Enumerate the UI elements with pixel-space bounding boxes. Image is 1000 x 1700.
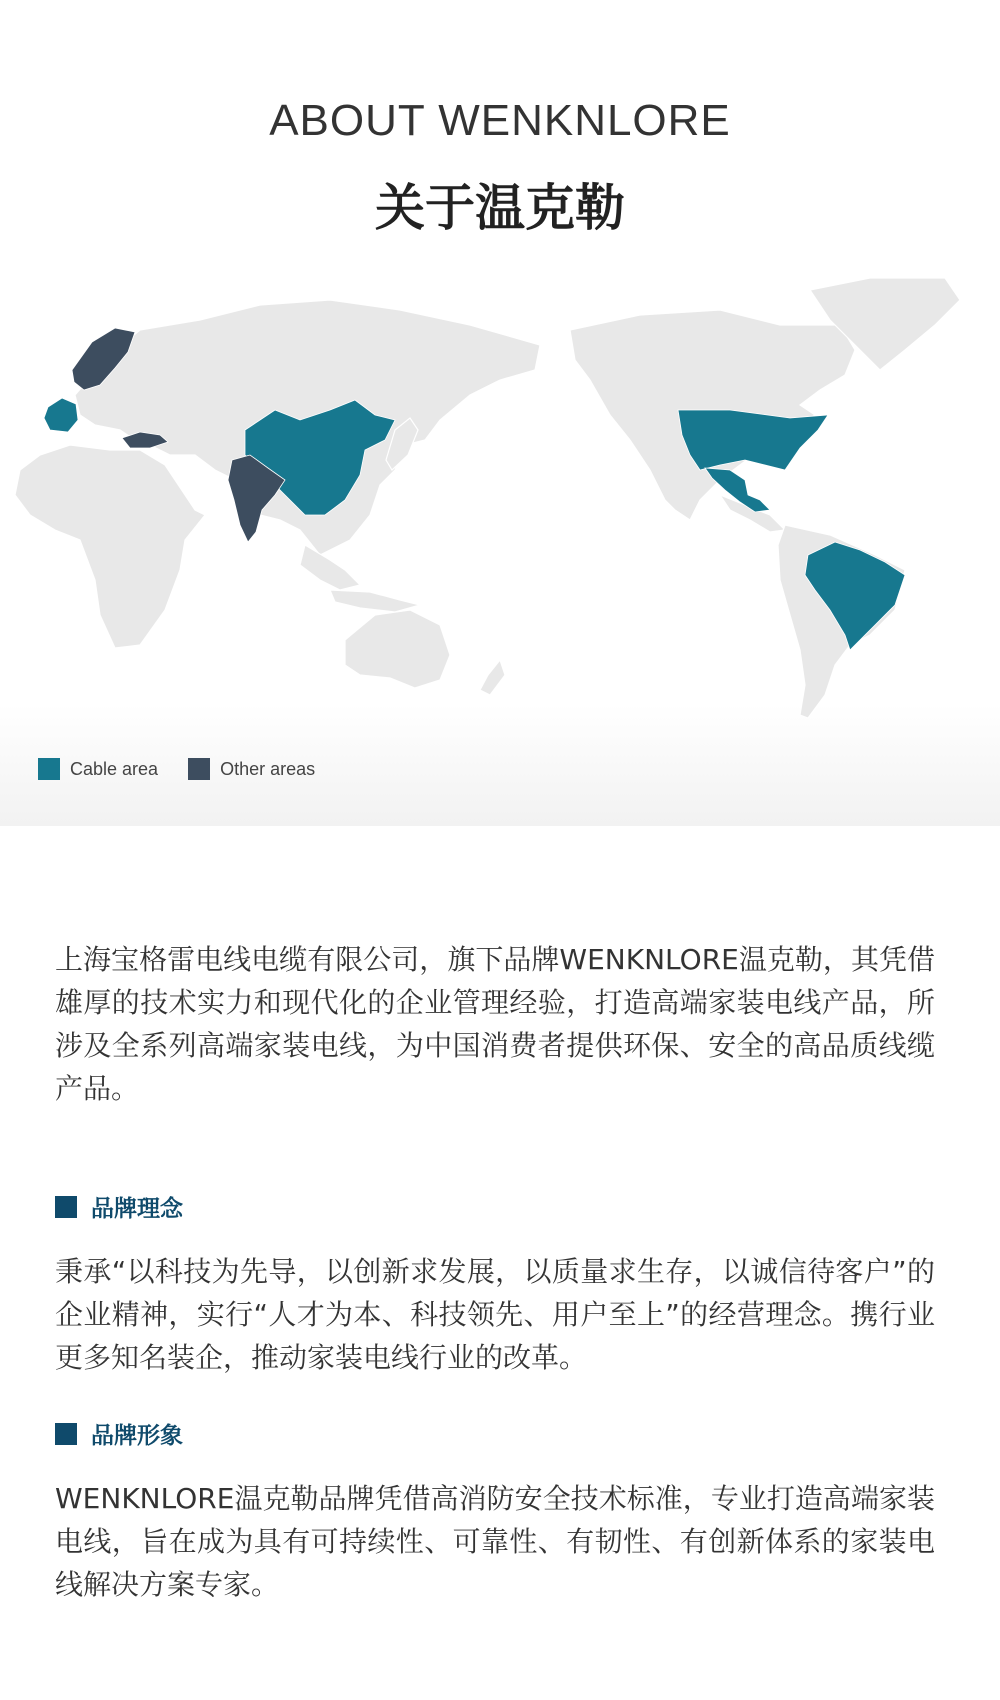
land-new-zealand <box>480 660 505 695</box>
swatch-other-areas <box>188 758 210 780</box>
legend-item-cable-area <box>38 758 158 780</box>
world-map <box>0 270 1000 826</box>
brand-philosophy-paragraph: 秉承“以科技为先导，以创新求发展，以质量求生存，以诚信待客户”的企业精神，实行“人才为本、科技领先、用户至上”的经营理念。携行业更多知名装企，推动家装电线行业的改革。 <box>55 1255 935 1374</box>
legend-label-cable-area: Cable area <box>70 758 159 779</box>
heading-square-icon <box>55 1423 77 1445</box>
title-english: ABOUT WENKNLORE <box>269 96 731 145</box>
region-france <box>44 398 78 432</box>
region-usa <box>678 410 828 470</box>
legend-item-other-areas <box>188 758 315 780</box>
section-heading-brand-philosophy <box>55 1190 183 1223</box>
section-title-brand-image: 品牌形象 <box>91 1423 183 1449</box>
world-map-section <box>0 270 1000 826</box>
map-legend <box>38 758 345 780</box>
land-southeast-asia <box>300 545 360 590</box>
swatch-cable-area <box>38 758 60 780</box>
land-africa <box>15 445 205 648</box>
land-indonesia <box>330 590 420 612</box>
title-chinese: 关于温克勒 <box>375 179 625 237</box>
section-heading-brand-image <box>55 1417 183 1450</box>
intro-paragraph: 上海宝格雷电线电缆有限公司，旗下品牌WENKNLORE温克勒，其凭借雄厚的技术实力和现代化的企业管理经验，打造高端家装电线产品，所涉及全系列高端家装电线，为中国消费者提供环保、安全的高品质线缆产品。 <box>55 943 935 1105</box>
heading-square-icon <box>55 1196 77 1218</box>
legend-label-other-areas: Other areas <box>220 758 316 779</box>
land-australia <box>345 610 450 688</box>
section-title-brand-philosophy: 品牌理念 <box>91 1196 183 1222</box>
brand-image-paragraph: WENKNLORE温克勒品牌凭借高消防安全技术标准，专业打造高端家装电线，旨在成为具有可持续性、可靠性、有韧性、有创新体系的家装电线解决方案专家。 <box>55 1482 935 1601</box>
